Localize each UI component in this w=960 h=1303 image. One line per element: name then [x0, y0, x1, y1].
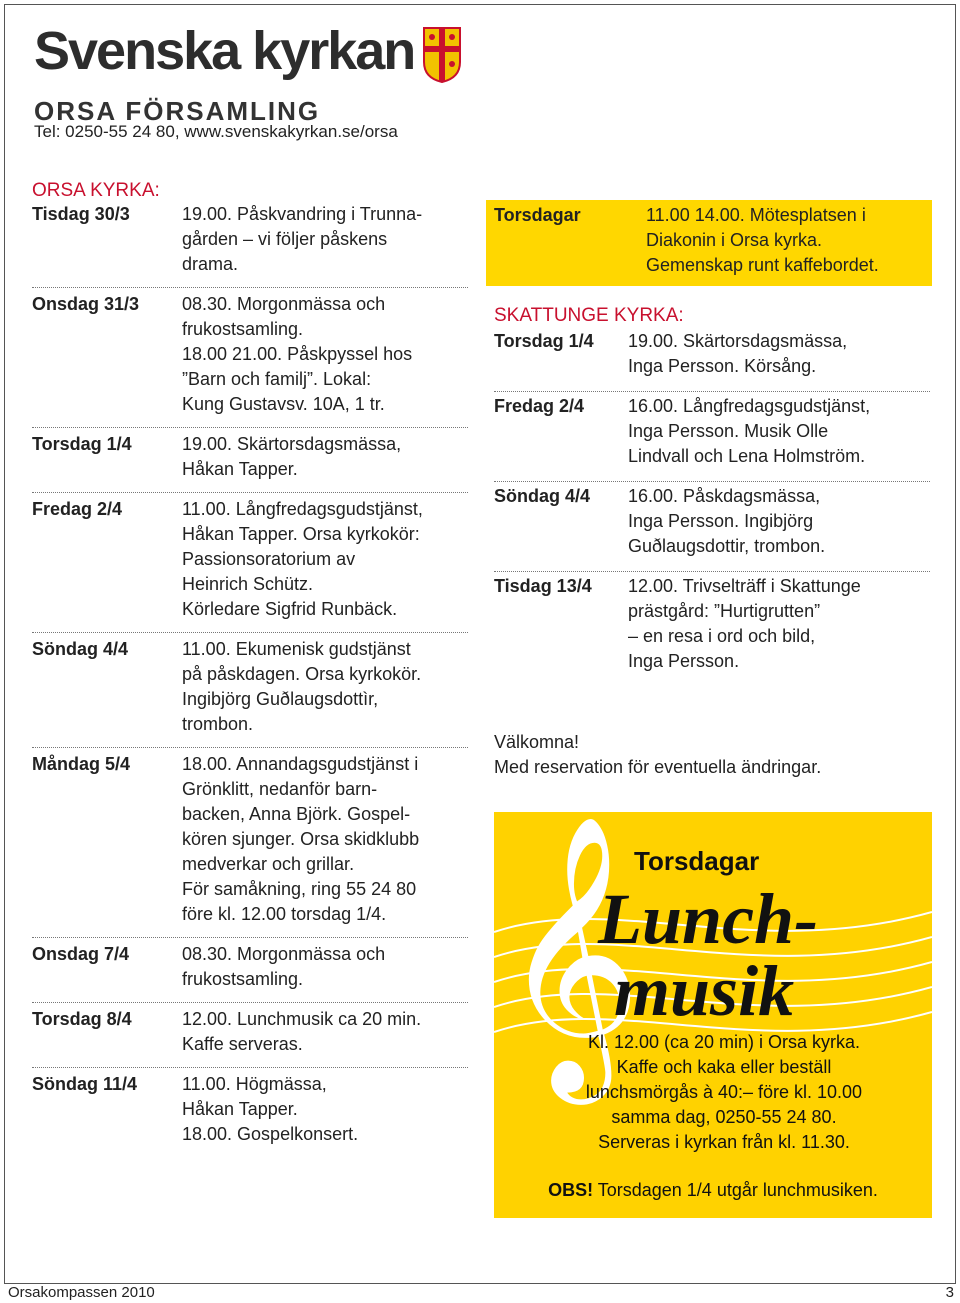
contact-line: Tel: 0250-55 24 80, www.svenskakyrkan.se/orsa [34, 122, 398, 141]
schedule-entry [494, 327, 930, 392]
entry-day: Söndag 4/4 [32, 639, 129, 659]
weekly-entry [486, 200, 932, 281]
obs-label: OBS! [548, 1180, 594, 1200]
reservation-note: Med reservation för eventuella ändringar. [494, 757, 822, 777]
entry-text: 08.30. Morgonmässa och frukostsamling. [182, 944, 386, 989]
brand-name: Svenska kyrkan [34, 21, 415, 81]
lunch-music-box [494, 812, 932, 1218]
page-number: 3 [945, 1284, 954, 1301]
crest-icon [422, 26, 462, 84]
entry-text: 16.00. Påskdagsmässa, Inga Persson. Ingibjörg Guðlaugsdottir, trombon. [628, 486, 826, 556]
lunch-heading: Torsdagar [634, 846, 760, 876]
schedule-entry [32, 1068, 468, 1157]
treble-clef-icon: 𝄞 [500, 812, 642, 1092]
entry-text: 19.00. Skärtorsdagsmässa, Håkan Tapper. [182, 434, 402, 479]
welcome-block [494, 730, 930, 780]
entry-day: Söndag 4/4 [494, 486, 591, 506]
brand-logo [34, 21, 474, 84]
entry-day: Torsdag 1/4 [32, 434, 132, 454]
orsa-title: ORSA KYRKA: [32, 180, 160, 201]
entry-text: 18.00. Annandagsgudstjänst i Grönklitt, nedanför barn- backen, Anna Björk. Gospel- kören sjunger. Orsa skidklubb medverkar och grillar. För samåkning, ring 55 24 80 före kl. 12.00 torsdag 1/4. [182, 754, 420, 924]
schedule-entry [32, 493, 468, 633]
schedule-entry [32, 748, 468, 938]
entry-text: 11.00. Långfredagsgudstjänst, Håkan Tapper. Orsa kyrkokör: Passionsoratorium av Heinrich Schütz. Körledare Sigfrid Runbäck. [182, 499, 423, 619]
schedule-entry [32, 428, 468, 493]
header [34, 21, 474, 127]
schedule-entry [32, 288, 468, 428]
entry-text: 19.00. Skärtorsdagsmässa, Inga Persson. Körsång. [628, 331, 848, 376]
entry-text: 08.30. Morgonmässa och frukostsamling. 18.00 21.00. Påskpyssel hos ”Barn och familj”. Lokal: Kung Gustavsv. 10A, 1 tr. [182, 294, 413, 414]
entry-day: Tisdag 13/4 [494, 576, 592, 596]
entry-day: Måndag 5/4 [32, 754, 131, 774]
orsa-schedule [32, 180, 468, 1157]
schedule-entry [32, 1003, 468, 1068]
entry-day: Torsdagar [494, 205, 581, 225]
obs-text: Torsdagen 1/4 utgår lunchmusiken. [593, 1180, 878, 1200]
schedule-entry [32, 938, 468, 1003]
entry-day: Tisdag 30/3 [32, 204, 130, 224]
entry-day: Torsdag 8/4 [32, 1009, 132, 1029]
skattunge-schedule [494, 305, 930, 686]
entry-text: 11.00. Högmässa, Håkan Tapper. 18.00. Gospelkonsert. [182, 1074, 359, 1144]
entry-text: 11.00 14.00. Mötesplatsen i Diakonin i Orsa kyrka. Gemenskap runt kaffebordet. [646, 205, 879, 275]
weekly-box [486, 200, 932, 286]
lunch-obs [494, 1180, 932, 1201]
schedule-entry [494, 572, 930, 686]
entry-day: Onsdag 31/3 [32, 294, 140, 314]
lunch-info: Kl. 12.00 (ca 20 min) i Orsa kyrka. Kaffe och kaka eller beställ lunchsmörgås à 40:– före kl. 10.00 samma dag, 0250-55 24 80. Serveras i kyrkan från kl. 11.30. [585, 1032, 863, 1152]
entry-text: 19.00. Påskvandring i Trunna- gården – vi följer påskens drama. [182, 204, 423, 274]
schedule-entry [494, 392, 930, 482]
welcome-text: Välkomna! [494, 732, 580, 752]
schedule-entry [32, 202, 468, 288]
schedule-entry [32, 633, 468, 748]
lunch-title-line1: Lunch- [598, 879, 819, 959]
entry-text: 12.00. Trivselträff i Skattunge prästgård: ”Hurtigrutten” – en resa i ord och bild, Inga Persson. [628, 576, 861, 671]
entry-text: 16.00. Långfredagsgudstjänst, Inga Persson. Musik Olle Lindvall och Lena Holmström. [628, 396, 871, 466]
entry-day: Fredag 2/4 [494, 396, 585, 416]
entry-day: Söndag 11/4 [32, 1074, 138, 1094]
parish-name: ORSA FÖRSAMLING [34, 96, 321, 126]
entry-day: Fredag 2/4 [32, 499, 123, 519]
lunch-title-line2: musik [614, 951, 795, 1031]
entry-day: Onsdag 7/4 [32, 944, 130, 964]
schedule-entry [494, 482, 930, 572]
publication-name: Orsakompassen 2010 [8, 1284, 155, 1301]
entry-text: 11.00. Ekumenisk gudstjänst på påskdagen. Orsa kyrkokör. Ingibjörg Guðlaugsdottìr, trombon. [182, 639, 422, 734]
entry-text: 12.00. Lunchmusik ca 20 min. Kaffe serveras. [182, 1009, 422, 1054]
entry-day: Torsdag 1/4 [494, 331, 594, 351]
skattunge-title: SKATTUNGE KYRKA: [494, 305, 684, 326]
